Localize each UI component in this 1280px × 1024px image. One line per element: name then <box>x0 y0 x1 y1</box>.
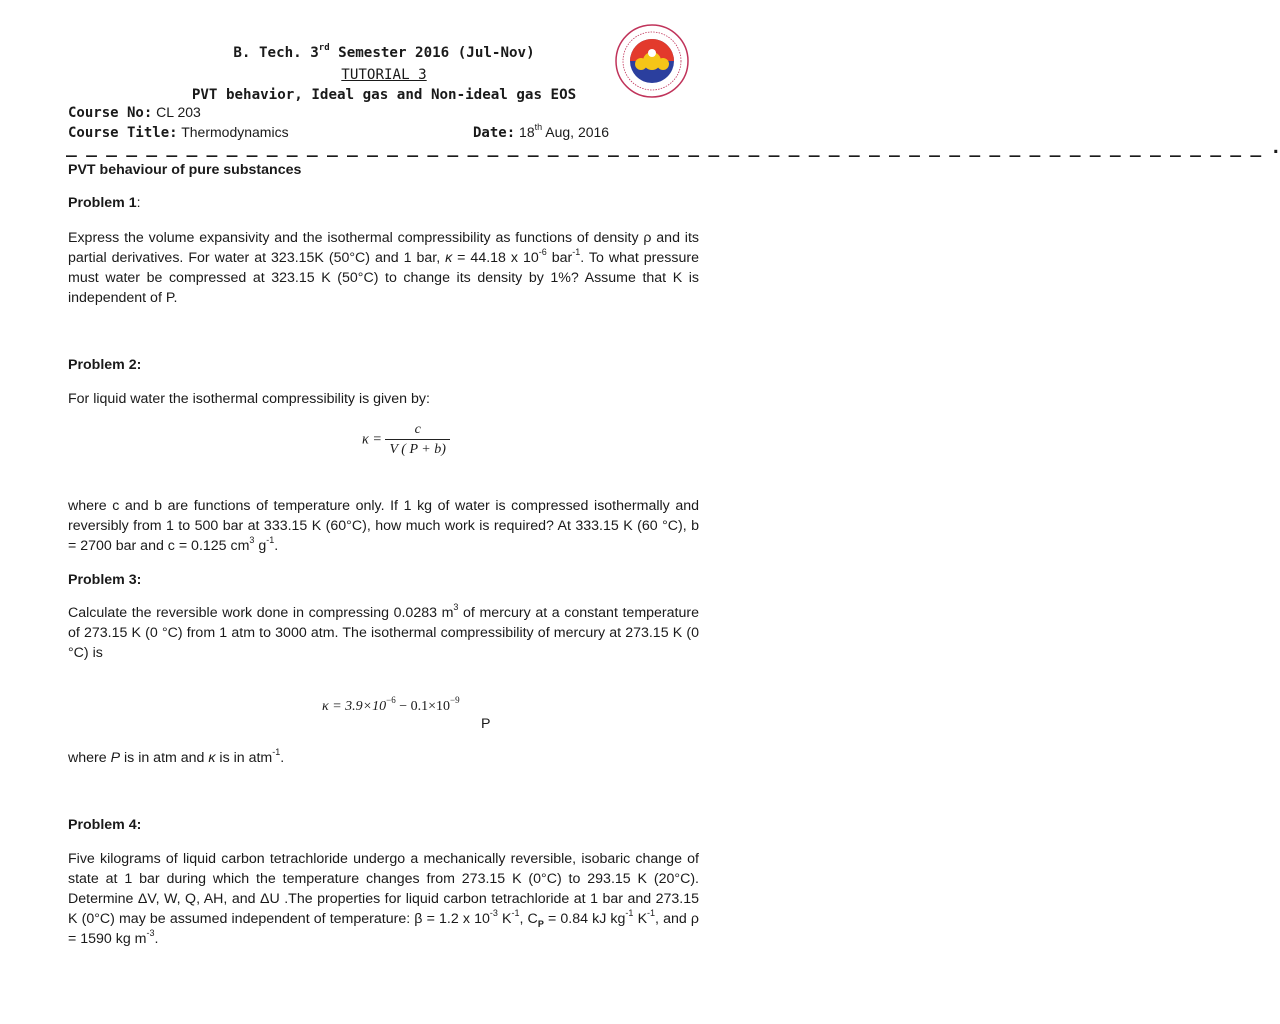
semester-heading: B. Tech. 3rd Semester 2016 (Jul-Nov) <box>233 43 535 61</box>
course-title: Course Title: Thermodynamics <box>68 124 289 141</box>
problem-1-title: Problem 1: <box>68 195 141 211</box>
problem-2-intro: For liquid water the isothermal compressibility is given by: <box>68 391 430 407</box>
equation-pressure-symbol: P <box>481 716 491 732</box>
problem-2-text: where c and b are functions of temperature only. If 1 kg of water is compressed isothermally and reversibly from 1 to 500 bar at 333.15 K (60°C), how much work is required? At 333.15 K (60 °C), b = 2700 bar and c = 0.125 $cm^3$ $g^{-1}$. <box>68 498 699 554</box>
compressibility-equation: κ = $\frac{c}{V ( P + b)}$ <box>362 422 450 458</box>
equation-numerator: c <box>414 422 421 437</box>
tutorial-subtitle: PVT behavior, Ideal gas and Non-ideal gas EOS <box>191 87 577 103</box>
problem-1-text: Express the volume expansivity and the isothermal compressibility as functions of density ρ and its partial derivatives. For water at 323.15K (50°C) and 1 bar, κ = 44.18 x $10^{-6}$ bar$^{-1}$. To what pressure must water be compressed at 323.15 K (50°C) to change its density by 1%? Assume that K is independent of P. <box>68 230 699 306</box>
tutorial-heading: TUTORIAL 3 <box>341 67 427 83</box>
course-number: Course No: CL 203 <box>68 104 201 121</box>
equation-denominator: V ( P + b) <box>385 439 449 458</box>
problem-4-text: Five kilograms of liquid carbon tetrachloride undergo a mechanically reversible, isobaric change of state at 1 bar during which the temperature changes from 273.15 K (0°C) to 293.15 K (20°C). Determine ΔV, W, Q, AH, and ΔU .The properties for liquid carbon tetrachloride at 1 bar and 273.15 K (0°C) may be assumed independent of temperature: β = 1.2 x $10^{-3}$ $K^{-1}$, $C_P = 0.84$ kJ $kg^{-1}$ $K^{-1}$, and ρ = 1590 kg $m^{-3}$. <box>68 851 699 947</box>
header-divider: _ _ _ _ _ _ _ _ _ _ _ _ _ _ _ _ _ _ _ _ _ _ _ _ _ _ _ _ _ _ _ _ _ _ _ _ _ _ _ _ _ _ _ _ _ _ _ _ _ _ _ _ _ _ _ _ _ _ _ _ . <box>66 137 1280 158</box>
problem-3-title: Problem 3: <box>68 572 142 588</box>
section-title: PVT behaviour of pure substances <box>68 162 302 178</box>
mercury-compressibility-equation: $\kappa = 3.9\times 10^{-6} - 0.1\times 10^{-9}$ <box>322 695 460 714</box>
problem-2-title: Problem 2: <box>68 357 142 373</box>
problem-4-title: Problem 4: <box>68 817 142 833</box>
problem-3-units-note: where P is in atm and κ is in atm$^{-1}$. <box>68 747 285 766</box>
course-date: Date: 18th Aug, 2016 <box>473 122 610 141</box>
problem-3-text: Calculate the reversible work done in compressing 0.0283 $m^3$ of mercury at a constant temperature of 273.15 K (0 °C) from 1 atm to 3000 atm. The isothermal compressibility of mercury at 273.15 K (0 °C) is <box>68 602 699 661</box>
